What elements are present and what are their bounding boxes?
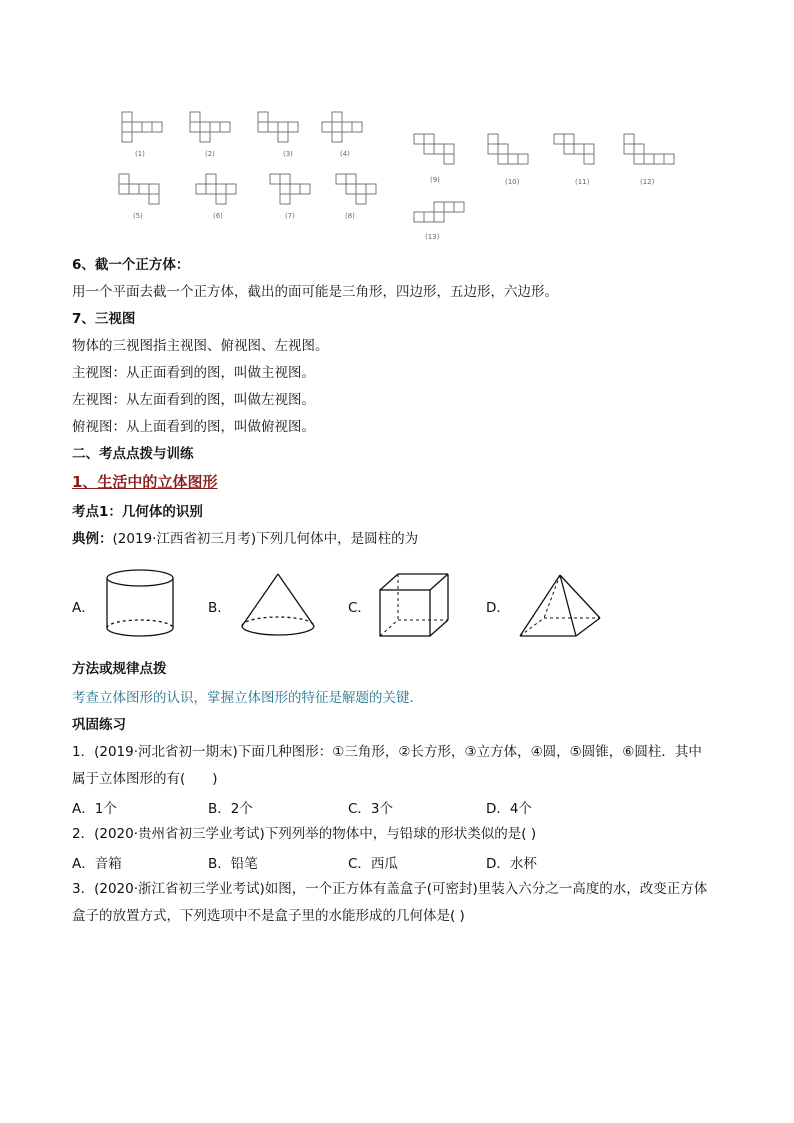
q2-option-c: C．西瓜 xyxy=(348,856,398,872)
left-view-definition: 左视图：从左面看到的图，叫做左视图。 xyxy=(72,392,315,408)
cube-net-7 xyxy=(266,172,326,208)
q3-line-2: 盒子的放置方式，下列选项中不是盒子里的水能形成的几何体是( ) xyxy=(72,908,465,924)
q1-option-a: A．1个 xyxy=(72,801,117,817)
cube-net-10 xyxy=(484,130,544,172)
cube-net-13 xyxy=(408,198,478,230)
net-label: (9) xyxy=(430,176,440,184)
net-label: (1) xyxy=(135,150,145,158)
net-label: (3) xyxy=(283,150,293,158)
q1-option-c: C．3个 xyxy=(348,801,394,817)
cube-net-9 xyxy=(410,130,470,172)
net-label: (13) xyxy=(425,233,440,241)
net-label: (6) xyxy=(213,212,223,220)
q3-line-1: 3．(2020·浙江省初三学业考试)如图，一个正方体有盖盒子(可密封)里装入六分之一高度的水，改变正方体 xyxy=(72,881,708,897)
net-label: (2) xyxy=(205,150,215,158)
cube-net-6 xyxy=(192,172,252,208)
cube-figure xyxy=(376,570,452,640)
cube-net-12 xyxy=(620,130,690,172)
top-view-definition: 俯视图：从上面看到的图，叫做俯视图。 xyxy=(72,419,315,435)
practice-heading: 巩固练习 xyxy=(72,717,126,733)
front-view-definition: 主视图：从正面看到的图，叫做主视图。 xyxy=(72,365,315,381)
net-label: (11) xyxy=(575,178,590,186)
q2-option-a: A．音箱 xyxy=(72,856,122,872)
part-2-heading: 二、考点点拨与训练 xyxy=(72,446,194,462)
option-d-label: D． xyxy=(486,600,510,616)
q1-line-2: 属于立体图形的有( ) xyxy=(72,771,218,787)
option-b-label: B． xyxy=(208,600,231,616)
section-6-text: 用一个平面去截一个正方体，截出的面可能是三角形，四边形，五边形，六边形。 xyxy=(72,284,558,300)
q1-option-b: B．2个 xyxy=(208,801,253,817)
cube-net-3 xyxy=(254,110,314,146)
q2-line-1: 2．(2020·贵州省初三学业考试)下列列举的物体中，与铅球的形状类似的是( ) xyxy=(72,826,537,842)
method-heading: 方法或规律点拨 xyxy=(72,661,167,677)
example-label: 典例： xyxy=(72,531,113,547)
section-7-heading: 7、三视图 xyxy=(72,311,136,327)
cube-net-1 xyxy=(118,110,174,146)
cone-figure xyxy=(236,570,320,642)
cube-net-11 xyxy=(550,130,610,172)
cube-net-8 xyxy=(332,172,392,208)
net-label: (7) xyxy=(285,212,295,220)
topic-1-title: 1、生活中的立体图形 xyxy=(72,473,218,491)
net-label: (10) xyxy=(505,178,520,186)
cylinder-figure xyxy=(100,566,180,642)
net-label: (5) xyxy=(133,212,143,220)
three-view-definition: 物体的三视图指主视图、俯视图、左视图。 xyxy=(72,338,329,354)
option-c-label: C． xyxy=(348,600,371,616)
method-text: 考查立体图形的认识，掌握立体图形的特征是解题的关键. xyxy=(72,690,414,706)
q2-option-d: D．水杯 xyxy=(486,856,537,872)
q1-option-d: D．4个 xyxy=(486,801,532,817)
key-point-1-heading: 考点1：几何体的识别 xyxy=(72,504,203,520)
net-label: (8) xyxy=(345,212,355,220)
option-a-label: A． xyxy=(72,600,95,616)
example-question xyxy=(72,530,418,548)
cube-net-5 xyxy=(115,172,175,208)
net-label: (4) xyxy=(340,150,350,158)
q1-line-1: 1．(2019·河北省初一期末)下面几种图形：①三角形，②长方形，③立方体，④圆，⑤圆锥，⑥圆柱．其中 xyxy=(72,744,702,760)
example-text: (2019·江西省初三月考)下列几何体中，是圆柱的为 xyxy=(112,531,419,547)
cube-net-2 xyxy=(186,110,246,146)
pyramid-figure xyxy=(516,572,604,640)
q2-option-b: B．铅笔 xyxy=(208,856,258,872)
cube-net-4 xyxy=(318,110,378,146)
section-6-heading: 6、截一个正方体： xyxy=(72,257,190,273)
net-label: (12) xyxy=(640,178,655,186)
